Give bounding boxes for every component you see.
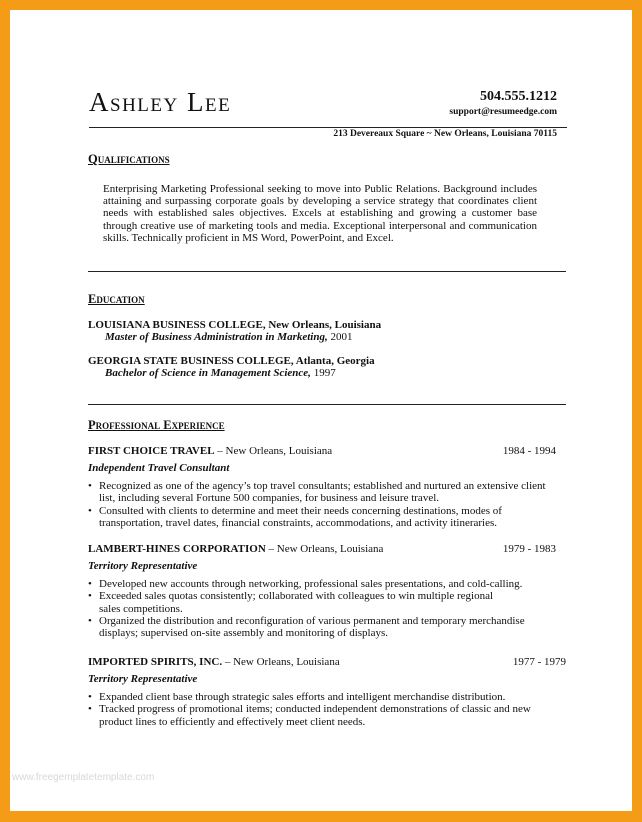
job-header (88, 445, 332, 457)
watermark: www.freegemplatetemplate.com (12, 772, 155, 783)
bullet-item: • Expanded client base through strategic sales efforts and intelligent merchandise distribution. (88, 691, 538, 703)
education-degree: Master of Business Administration in Marketing, (105, 331, 328, 343)
job-company: IMPORTED SPIRITS, INC. (88, 656, 223, 668)
bullet-item: • Consulted with clients to determine and meet their needs concerning destinations, modes of transportation, travel dates, financial constraints, accommodations, and activity itineraries. (88, 505, 546, 530)
job-dates: 1979 - 1983 (502, 543, 556, 555)
job-header (88, 543, 383, 555)
resume-page (10, 10, 632, 811)
header-rule (89, 127, 567, 128)
job-title: Territory Representative (88, 673, 198, 685)
section-rule (88, 404, 566, 405)
job-bullets (88, 578, 538, 639)
job-company: LAMBERT-HINES CORPORATION (88, 543, 266, 555)
qualifications-heading: Qualifications (88, 152, 170, 166)
job-bullets (88, 480, 546, 529)
job-dates: 1984 - 1994 (502, 445, 556, 457)
education-school: GEORGIA STATE BUSINESS COLLEGE, Atlanta, Georgia (88, 355, 375, 367)
bullet-item: • Developed new accounts through networking, professional sales presentations, and cold-calling. (88, 578, 538, 590)
section-rule (88, 271, 566, 272)
bullet-item: • Recognized as one of the agency’s top travel consultants; established and nurtured an extensive client list, including several Fortune 500 companies, for business and leisure travel. (88, 480, 546, 505)
education-school: LOUISIANA BUSINESS COLLEGE, New Orleans, Louisiana (88, 319, 382, 331)
job-company: FIRST CHOICE TRAVEL (88, 445, 215, 457)
bullet-item: • Organized the distribution and reconfiguration of various permanent and temporary merchandise displays; supervised on-site assembly and monitoring of displays. (88, 615, 538, 640)
education-year: 1997 (310, 367, 336, 379)
bullet-item: • Exceeded sales quotas consistently; collaborated with colleagues to win multiple regional sales competitions. (88, 590, 499, 615)
job-header (88, 656, 340, 668)
job-location: – New Orleans, Louisiana (222, 656, 340, 668)
experience-heading: Professional Experience (88, 418, 225, 432)
job-title: Territory Representative (88, 560, 198, 572)
candidate-name: Ashley Lee (89, 87, 232, 117)
job-dates: 1977 - 1979 (512, 656, 566, 668)
education-year: 2001 (327, 331, 353, 343)
job-location: – New Orleans, Louisiana (214, 445, 333, 457)
postal-address: 213 Devereaux Square ~ New Orleans, Louisiana 70115 (333, 129, 557, 139)
job-title: Independent Travel Consultant (88, 462, 230, 474)
job-location: – New Orleans, Louisiana (265, 543, 384, 555)
education-degree-line (105, 331, 352, 343)
bullet-item: • Tracked progress of promotional items; conducted independent demonstrations of classic and new product lines to efficiently and effectively meet client needs. (88, 703, 538, 728)
education-degree: Bachelor of Science in Management Science, (105, 367, 311, 379)
qualifications-summary: Enterprising Marketing Professional seeking to move into Public Relations. Background includes attaining and surpassing corporate goals by developing a service strategy that coordinates client needs with established sales objectives. Excels at establishing and growing a customer base through creative use of marketing tools and media. Exceptional interpersonal and communication skills. Technically proficient in MS Word, PowerPoint, and Excel. (103, 183, 537, 244)
education-degree-line (105, 367, 336, 379)
email-address: support@resumeedge.com (449, 107, 557, 117)
phone-number: 504.555.1212 (480, 89, 557, 104)
job-bullets (88, 691, 538, 728)
education-heading: Education (88, 292, 145, 306)
